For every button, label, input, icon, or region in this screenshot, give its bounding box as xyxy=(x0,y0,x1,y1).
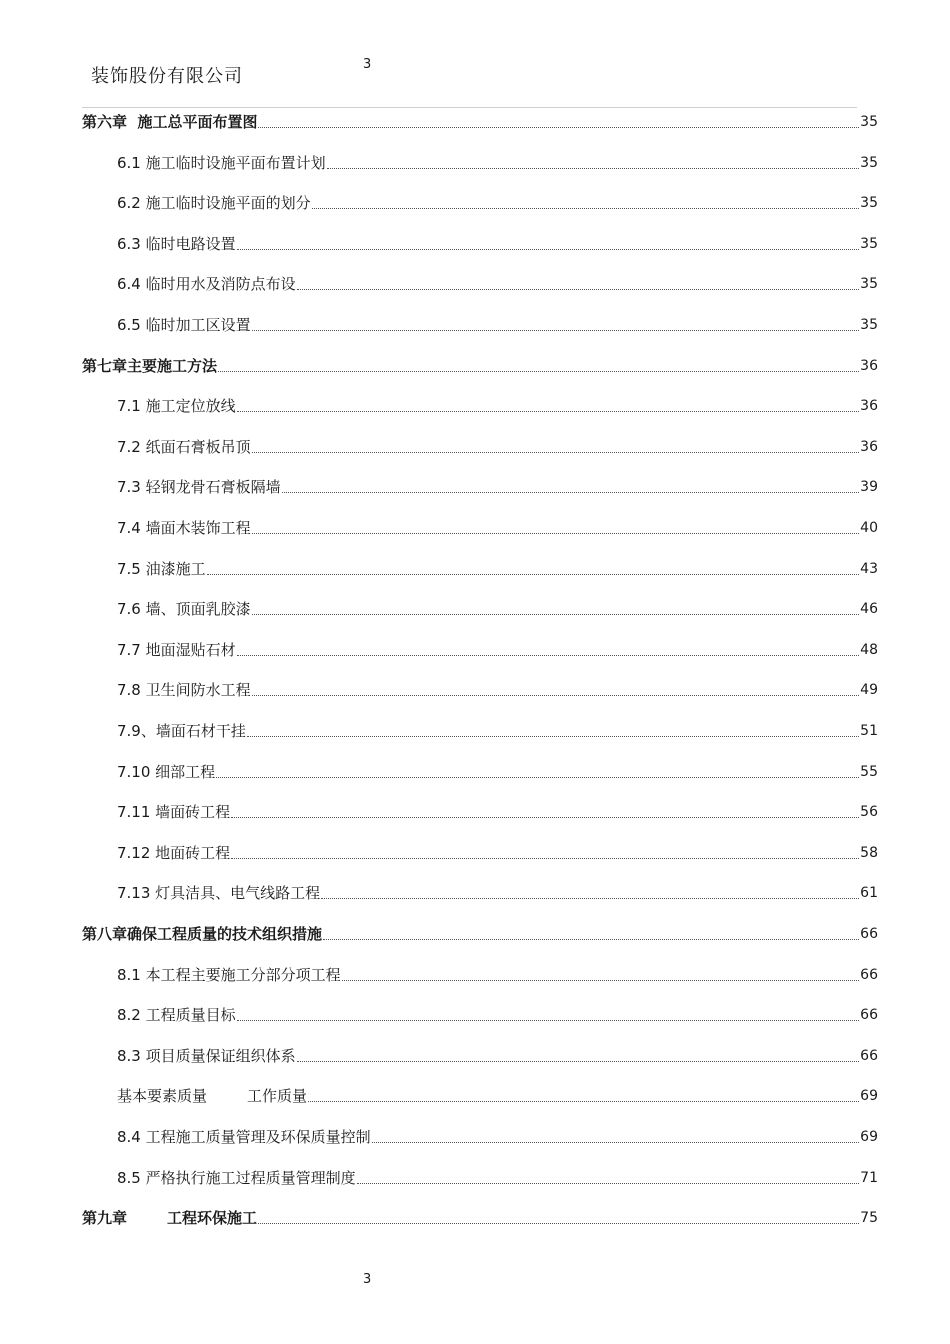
toc-section-entry[interactable] xyxy=(117,394,878,416)
toc-section-entry[interactable] xyxy=(117,435,878,457)
dot-leader xyxy=(312,208,859,209)
toc-section-entry[interactable] xyxy=(117,191,878,213)
toc-entry-label: 8.4 工程施工质量管理及环保质量控制 xyxy=(117,1128,371,1146)
toc-entry-label: 7.1 施工定位放线 xyxy=(117,397,236,415)
toc-page-number: 35 xyxy=(860,236,878,252)
toc-page-number: 46 xyxy=(860,601,878,617)
toc-section-entry[interactable] xyxy=(117,1044,878,1066)
toc-page-number: 69 xyxy=(860,1088,878,1104)
toc-page-number: 35 xyxy=(860,276,878,292)
toc-page-number: 36 xyxy=(860,398,878,414)
toc-entry-label: 7.11 墙面砖工程 xyxy=(117,803,231,821)
dot-leader xyxy=(282,492,859,493)
toc-page-number: 35 xyxy=(860,317,878,333)
toc-page-number: 36 xyxy=(860,358,878,374)
dot-leader xyxy=(237,655,859,656)
toc-section-entry[interactable] xyxy=(117,881,878,903)
toc-page-number: 40 xyxy=(860,520,878,536)
dot-leader xyxy=(323,939,859,940)
toc-entry-label: 7.10 细部工程 xyxy=(117,763,216,781)
toc-page-number: 71 xyxy=(860,1170,878,1186)
toc-entry-label: 6.2 施工临时设施平面的划分 xyxy=(117,194,311,212)
toc-section-entry[interactable] xyxy=(117,597,878,619)
toc-section-entry[interactable] xyxy=(117,313,878,335)
footer-page-number: 3 xyxy=(363,1272,372,1287)
toc-entry-label: 7.13 灯具洁具、电气线路工程 xyxy=(117,884,321,902)
dot-leader xyxy=(252,695,859,696)
dot-leader xyxy=(252,533,859,534)
toc-section-entry[interactable] xyxy=(117,516,878,538)
dot-leader xyxy=(231,858,859,859)
toc-entry-label: 7.3 轻钢龙骨石膏板隔墙 xyxy=(117,478,281,496)
dot-leader xyxy=(247,736,859,737)
dot-leader xyxy=(258,127,859,128)
toc-entry-label: 6.4 临时用水及消防点布设 xyxy=(117,275,296,293)
toc-section-entry[interactable] xyxy=(117,272,878,294)
toc-entry-label: 7.9、墙面石材干挂 xyxy=(117,722,246,740)
dot-leader xyxy=(252,452,859,453)
toc-entry-label: 基本要素质量 工作质量 xyxy=(117,1087,308,1105)
toc-page-number: 51 xyxy=(860,723,878,739)
toc-section-entry[interactable] xyxy=(117,963,878,985)
toc-section-entry[interactable] xyxy=(117,1084,878,1106)
toc-page-number: 39 xyxy=(860,479,878,495)
toc-section-entry[interactable] xyxy=(117,678,878,700)
toc-page-number: 66 xyxy=(860,967,878,983)
toc-page-number: 56 xyxy=(860,804,878,820)
toc-page-number: 61 xyxy=(860,885,878,901)
dot-leader xyxy=(216,777,859,778)
dot-leader xyxy=(297,1061,859,1062)
toc-section-entry[interactable] xyxy=(117,719,878,741)
toc-chapter-entry[interactable] xyxy=(82,354,878,376)
toc-section-entry[interactable] xyxy=(117,475,878,497)
toc-section-entry[interactable] xyxy=(117,1125,878,1147)
toc-page-number: 36 xyxy=(860,439,878,455)
toc-entry-label: 7.12 地面砖工程 xyxy=(117,844,231,862)
toc-entry-label: 8.1 本工程主要施工分部分项工程 xyxy=(117,966,341,984)
company-name: 装饰股份有限公司 xyxy=(91,66,243,87)
dot-leader xyxy=(342,980,859,981)
toc-entry-label: 7.4 墙面木装饰工程 xyxy=(117,519,251,537)
toc-page-number: 48 xyxy=(860,642,878,658)
dot-leader xyxy=(372,1142,859,1143)
toc-chapter-entry[interactable] xyxy=(82,1206,878,1228)
toc-entry-label: 7.7 地面湿贴石材 xyxy=(117,641,236,659)
toc-entry-label: 第八章确保工程质量的技术组织措施 xyxy=(82,925,323,943)
toc-page-number: 35 xyxy=(860,155,878,171)
toc-entry-label: 8.5 严格执行施工过程质量管理制度 xyxy=(117,1169,356,1187)
dot-leader xyxy=(321,898,859,899)
dot-leader xyxy=(237,249,859,250)
dot-leader xyxy=(308,1101,859,1102)
toc-page-number: 75 xyxy=(860,1210,878,1226)
toc-entry-label: 7.6 墙、顶面乳胶漆 xyxy=(117,600,251,618)
dot-leader xyxy=(237,1020,859,1021)
toc-entry-label: 第六章 施工总平面布置图 xyxy=(82,113,258,131)
toc-page-number: 35 xyxy=(860,114,878,130)
toc-entry-label: 第七章主要施工方法 xyxy=(82,357,218,375)
dot-leader xyxy=(218,371,859,372)
toc-entry-label: 7.2 纸面石膏板吊顶 xyxy=(117,438,251,456)
toc-page-number: 43 xyxy=(860,561,878,577)
toc-section-entry[interactable] xyxy=(117,1166,878,1188)
toc-page-number: 35 xyxy=(860,195,878,211)
toc-entry-label: 7.8 卫生间防水工程 xyxy=(117,681,251,699)
toc-chapter-entry[interactable] xyxy=(82,110,878,132)
toc-entry-label: 8.3 项目质量保证组织体系 xyxy=(117,1047,296,1065)
dot-leader xyxy=(252,330,859,331)
toc-chapter-entry[interactable] xyxy=(82,922,878,944)
toc-entry-label: 第九章 工程环保施工 xyxy=(82,1209,258,1227)
dot-leader xyxy=(327,168,859,169)
header-divider xyxy=(82,107,857,108)
toc-section-entry[interactable] xyxy=(117,800,878,822)
toc-page-number: 49 xyxy=(860,682,878,698)
dot-leader xyxy=(252,614,859,615)
dot-leader xyxy=(297,289,859,290)
toc-page-number: 66 xyxy=(860,1048,878,1064)
toc-section-entry[interactable] xyxy=(117,760,878,782)
toc-section-entry[interactable] xyxy=(117,841,878,863)
toc-section-entry[interactable] xyxy=(117,1003,878,1025)
dot-leader xyxy=(258,1223,859,1224)
toc-section-entry[interactable] xyxy=(117,638,878,660)
toc-section-entry[interactable] xyxy=(117,557,878,579)
toc-section-entry[interactable] xyxy=(117,151,878,173)
toc-page-number: 55 xyxy=(860,764,878,780)
toc-entry-label: 8.2 工程质量目标 xyxy=(117,1006,236,1024)
toc-page-number: 66 xyxy=(860,1007,878,1023)
dot-leader xyxy=(207,574,859,575)
dot-leader xyxy=(231,817,859,818)
header-page-number: 3 xyxy=(363,57,372,72)
toc-entry-label: 7.5 油漆施工 xyxy=(117,560,206,578)
toc-page-number: 66 xyxy=(860,926,878,942)
toc-page-number: 58 xyxy=(860,845,878,861)
dot-leader xyxy=(357,1183,859,1184)
toc-entry-label: 6.5 临时加工区设置 xyxy=(117,316,251,334)
toc-entry-label: 6.3 临时电路设置 xyxy=(117,235,236,253)
toc-page-number: 69 xyxy=(860,1129,878,1145)
dot-leader xyxy=(237,411,859,412)
toc-entry-label: 6.1 施工临时设施平面布置计划 xyxy=(117,154,326,172)
toc-section-entry[interactable] xyxy=(117,232,878,254)
